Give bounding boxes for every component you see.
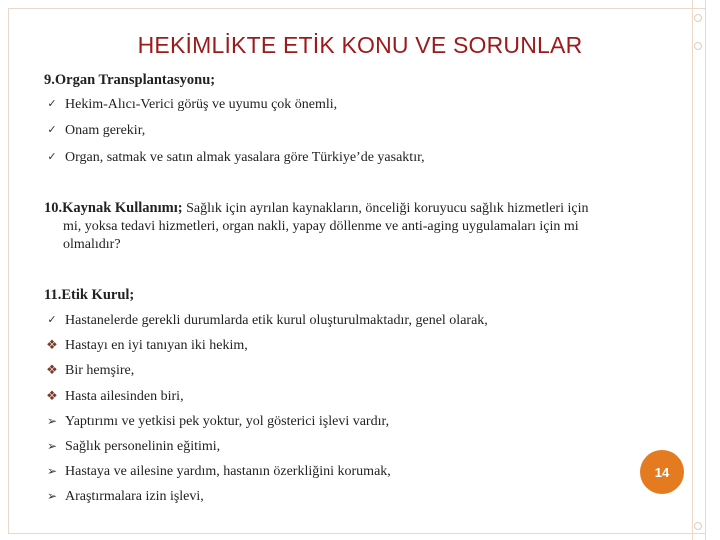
arrow-icon: ➢: [46, 414, 58, 428]
diamond-icon: ❖: [46, 389, 58, 404]
list-item-text: Hastanelerde gerekli durumlarda etik kurul oluşturulmaktadır, genel olarak,: [65, 313, 488, 328]
arrow-icon: ➢: [46, 489, 58, 503]
arrow-icon: ➢: [46, 464, 58, 478]
page-number-badge: 14: [640, 450, 684, 494]
diamond-icon: ❖: [46, 338, 58, 353]
list-item-text: Sağlık personelinin eğitimi,: [65, 439, 221, 454]
list-item-text: Hastayı en iyi tanıyan iki hekim,: [65, 338, 248, 353]
check-icon: ✓: [47, 97, 57, 110]
check-icon: ✓: [47, 150, 57, 163]
slide-title: HEKİMLİKTE ETİK KONU VE SORUNLAR: [137, 32, 583, 58]
rail-circle-icon: [694, 14, 702, 22]
section10-paragraph: [44, 199, 664, 254]
section10-heading: 10.Kaynak Kullanımı;: [44, 200, 183, 216]
list-item-text: Yaptırımı ve yetkisi pek yoktur, yol gösterici işlevi vardır,: [65, 414, 390, 429]
list-item-text: Bir hemşire,: [65, 363, 135, 378]
check-icon: ✓: [47, 313, 57, 326]
section10-line1: Sağlık için ayrılan kaynakların, önceliği koruyucu sağlık hizmetleri için: [182, 201, 589, 216]
list-item-text: Hasta ailesinden biri,: [65, 389, 184, 404]
right-rail-decoration: [692, 0, 706, 540]
list-item-text: Organ, satmak ve satın almak yasalara göre Türkiye’de yasaktır,: [65, 150, 425, 165]
section11-heading: 11.Etik Kurul;: [44, 287, 135, 303]
arrow-icon: ➢: [46, 439, 58, 453]
diamond-icon: ❖: [46, 363, 58, 378]
list-item-text: Onam gerekir,: [65, 123, 146, 138]
list-item-text: Hastaya ve ailesine yardım, hastanın özerkliğini korumak,: [65, 464, 391, 479]
section10-line2: mi, yoksa tedavi hizmetleri, organ nakli, yapay döllenme ve anti-aging uygulamaları için mi: [63, 219, 579, 234]
section10-line3: olmalıdır?: [63, 237, 121, 252]
section9-heading: 9.Organ Transplantasyonu;: [44, 72, 216, 88]
list-item-text: Hekim-Alıcı-Verici görüş ve uyumu çok önemli,: [65, 97, 338, 112]
list-item-text: Araştırmalara izin işlevi,: [65, 489, 204, 504]
rail-circle-icon: [694, 522, 702, 530]
check-icon: ✓: [47, 123, 57, 136]
